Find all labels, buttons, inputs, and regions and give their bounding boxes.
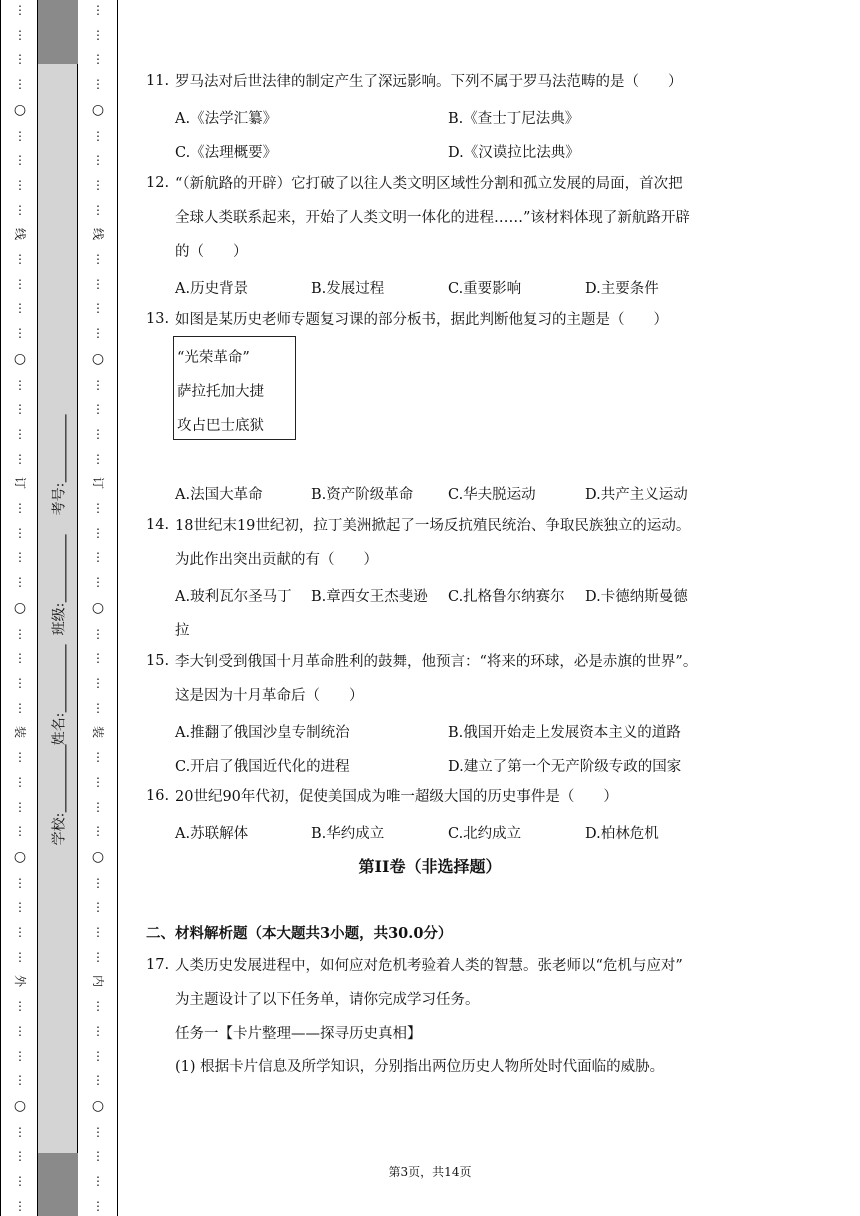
inner-dot: ⋮ — [92, 501, 104, 516]
outer-dot: ⋮ — [14, 1124, 26, 1139]
outer-circle: ○ — [13, 350, 27, 367]
outer-dot: ⋮ — [14, 999, 26, 1014]
outer-dot: ⋮ — [14, 276, 26, 291]
inner-circle: ○ — [91, 848, 105, 865]
inner-dot: ⋮ — [92, 1174, 104, 1189]
question-11-option-a: A.《法学汇纂》 — [175, 111, 278, 127]
outer-dot: ⋮ — [14, 377, 26, 392]
inner-dot: ⋮ — [92, 1149, 104, 1164]
board-line-1: “光荣革命” — [177, 350, 250, 366]
question-14-stem-line-2: 为此作出突出贡献的有（ ） — [175, 552, 378, 568]
inner-circle: ○ — [91, 101, 105, 118]
inner-dot: ⋮ — [92, 824, 104, 839]
inner-dot: ⋮ — [92, 550, 104, 565]
question-12-option-c: C.重要影响 — [448, 281, 522, 297]
question-12-number: 12. — [146, 175, 170, 191]
inner-dot: ⋮ — [92, 525, 104, 540]
inner-dot: ⋮ — [92, 77, 104, 92]
outer-dot: ⋮ — [14, 202, 26, 217]
question-16-option-b: B.华约成立 — [311, 826, 385, 842]
question-15-option-c: C.开启了俄国近代化的进程 — [175, 759, 350, 775]
exam-number-label: 考号: — [51, 482, 67, 516]
outer-dot: ⋮ — [14, 501, 26, 516]
question-14-option-b: B.章西女王杰斐逊 — [311, 589, 428, 605]
question-12-stem-line-1: “（新航路的开辟）它打破了以往人类文明区域性分割和孤立发展的局面，首次把 — [175, 176, 683, 192]
inner-mark: 订 — [90, 477, 105, 490]
inner-dot: ⋮ — [92, 128, 104, 143]
question-12-option-a: A.历史背景 — [175, 281, 249, 297]
page-footer: 第3页，共14页 — [388, 1165, 472, 1179]
question-14-option-d: D.卡德纳斯曼德 — [585, 589, 688, 605]
question-12-option-b: B.发展过程 — [311, 281, 385, 297]
outer-dot: ⋮ — [14, 550, 26, 565]
question-11-option-c: C.《法理概要》 — [175, 145, 278, 161]
question-17-stem-line-1: 人类历史发展进程中，如何应对危机考验着人类的智慧。张老师以“危机与应对” — [175, 958, 683, 974]
outer-circle: ○ — [13, 848, 27, 865]
outer-dot: ⋮ — [14, 1174, 26, 1189]
inner-dot: ⋮ — [92, 1023, 104, 1038]
outer-dot: ⋮ — [14, 750, 26, 765]
inner-dot: ⋮ — [92, 27, 104, 42]
outer-dot: ⋮ — [14, 700, 26, 715]
school-label: 学校: — [51, 812, 67, 846]
inner-dot: ⋮ — [92, 651, 104, 666]
outer-circle: ○ — [13, 599, 27, 616]
inner-mark: 装 — [90, 726, 105, 739]
question-13-option-b: B.资产阶级革命 — [311, 487, 414, 503]
inner-dot: ⋮ — [92, 1124, 104, 1139]
outer-dot: ⋮ — [14, 27, 26, 42]
question-12-stem-line-2: 全球人类联系起来，开始了人类文明一体化的进程……”该材料体现了新航路开辟 — [175, 210, 690, 226]
outer-dot: ⋮ — [14, 875, 26, 890]
blackboard-notes-box — [173, 336, 296, 440]
question-14-option-c: C.扎格鲁尔纳赛尔 — [448, 589, 565, 605]
question-11-option-b: B.《查士丁尼法典》 — [448, 111, 580, 127]
question-17-stem-line-2: 为主题设计了以下任务单，请你完成学习任务。 — [175, 992, 480, 1008]
inner-dot: ⋮ — [92, 52, 104, 67]
outer-dot: ⋮ — [14, 799, 26, 814]
question-15-stem-line-1: 李大钊受到俄国十月革命胜利的鼓舞，他预言：“将来的环球，必是赤旗的世界”。 — [175, 654, 698, 670]
inner-dot: ⋮ — [92, 626, 104, 641]
outer-dot: ⋮ — [14, 426, 26, 441]
inner-dot: ⋮ — [92, 999, 104, 1014]
inner-dot: ⋮ — [92, 153, 104, 168]
outer-dot: ⋮ — [14, 675, 26, 690]
outer-dot: ⋮ — [14, 3, 26, 17]
inner-dot: ⋮ — [92, 675, 104, 690]
inner-dot: ⋮ — [92, 949, 104, 964]
question-15-number: 15. — [146, 653, 170, 669]
outer-dot: ⋮ — [14, 949, 26, 964]
outer-dot: ⋮ — [14, 1023, 26, 1038]
question-11-number: 11. — [146, 73, 170, 89]
question-13-stem: 如图是某历史老师专题复习课的部分板书，据此判断他复习的主题是（ ） — [175, 312, 668, 328]
inner-dot: ⋮ — [92, 252, 104, 267]
inner-circle: ○ — [91, 1097, 105, 1114]
question-12-stem-line-3: 的（ ） — [175, 244, 248, 260]
question-15-option-d: D.建立了第一个无产阶级专政的国家 — [448, 759, 682, 775]
inner-dot: ⋮ — [92, 700, 104, 715]
inner-dot: ⋮ — [92, 377, 104, 392]
outer-dot: ⋮ — [14, 451, 26, 466]
outer-dot: ⋮ — [14, 1073, 26, 1088]
question-14-stem-line-1: 18世纪末19世纪初，拉丁美洲掀起了一场反抗殖民统治、争取民族独立的运动。 — [175, 518, 691, 534]
inner-dot: ⋮ — [92, 750, 104, 765]
inner-dot: ⋮ — [92, 774, 104, 789]
inner-dot: ⋮ — [92, 202, 104, 217]
outer-dot: ⋮ — [14, 1149, 26, 1164]
question-14-number: 14. — [146, 517, 170, 533]
outer-dot: ⋮ — [14, 77, 26, 92]
outer-dot: ⋮ — [14, 1198, 26, 1213]
outer-dot: ⋮ — [14, 402, 26, 417]
inner-dot: ⋮ — [92, 177, 104, 192]
outer-dot: ⋮ — [14, 925, 26, 940]
question-16-stem: 20世纪90年代初，促使美国成为唯一超级大国的历史事件是（ ） — [175, 789, 618, 805]
outer-mark: 外 — [12, 975, 27, 988]
outer-dot: ⋮ — [14, 626, 26, 641]
outer-dot: ⋮ — [14, 774, 26, 789]
question-17-subquestion-1: (1) 根据卡片信息及所学知识，分别指出两位历史人物所处时代面临的威胁。 — [175, 1059, 665, 1075]
question-17-task-1: 任务一【卡片整理——探寻历史真相】 — [175, 1026, 422, 1042]
inner-dot: ⋮ — [92, 3, 104, 17]
question-16-option-d: D.柏林危机 — [585, 826, 659, 842]
outer-dot: ⋮ — [14, 326, 26, 341]
outer-dot: ⋮ — [14, 824, 26, 839]
outer-circle: ○ — [13, 1097, 27, 1114]
inner-dot: ⋮ — [92, 451, 104, 466]
outer-mark: 订 — [12, 477, 27, 490]
outer-mark: 装 — [12, 726, 27, 739]
question-16-number: 16. — [146, 788, 170, 804]
inner-dot: ⋮ — [92, 1073, 104, 1088]
board-line-3: 攻占巴士底狱 — [177, 418, 264, 434]
part-2-title: 第II卷（非选择题） — [358, 857, 502, 876]
question-16-option-c: C.北约成立 — [448, 826, 522, 842]
question-11-stem: 罗马法对后世法律的制定产生了深远影响。下列不属于罗马法范畴的是（ ） — [175, 74, 683, 90]
inner-dot: ⋮ — [92, 575, 104, 590]
question-13-option-a: A.法国大革命 — [175, 487, 263, 503]
inner-circle: ○ — [91, 350, 105, 367]
question-15-option-b: B.俄国开始走上发展资本主义的道路 — [448, 725, 681, 741]
question-14-option-a: A.玻利瓦尔圣马丁 — [175, 589, 292, 605]
class-label: 班级: — [51, 602, 67, 636]
question-15-option-a: A.推翻了俄国沙皇专制统治 — [175, 725, 350, 741]
inner-dot: ⋮ — [92, 875, 104, 890]
outer-dot: ⋮ — [14, 651, 26, 666]
inner-dot: ⋮ — [92, 402, 104, 417]
inner-dot: ⋮ — [92, 799, 104, 814]
inner-mark: 内 — [90, 975, 105, 988]
outer-mark: 线 — [12, 228, 27, 241]
outer-dot: ⋮ — [14, 525, 26, 540]
inner-dot: ⋮ — [92, 900, 104, 915]
outer-dot: ⋮ — [14, 900, 26, 915]
outer-dot: ⋮ — [14, 128, 26, 143]
outer-dot: ⋮ — [14, 153, 26, 168]
question-17-number: 17. — [146, 957, 170, 973]
name-label: 姓名: — [51, 712, 67, 746]
outer-dot: ⋮ — [14, 252, 26, 267]
outer-circle: ○ — [13, 101, 27, 118]
inner-circle: ○ — [91, 599, 105, 616]
inner-dot: ⋮ — [92, 1048, 104, 1063]
inner-mark: 线 — [90, 228, 105, 241]
outer-dot: ⋮ — [14, 52, 26, 67]
question-14-option-d-wrap: 拉 — [175, 623, 190, 639]
inner-dot: ⋮ — [92, 276, 104, 291]
question-13-option-d: D.共产主义运动 — [585, 487, 688, 503]
outer-dot: ⋮ — [14, 177, 26, 192]
inner-dot: ⋮ — [92, 925, 104, 940]
outer-dot: ⋮ — [14, 575, 26, 590]
question-16-option-a: A.苏联解体 — [175, 826, 249, 842]
board-line-2: 萨拉托加大捷 — [177, 384, 264, 400]
section-2-heading: 二、材料解析题（本大题共3小题，共30.0分） — [146, 925, 453, 942]
question-13-option-c: C.华夫脱运动 — [448, 487, 536, 503]
outer-dot: ⋮ — [14, 1048, 26, 1063]
inner-dot: ⋮ — [92, 1198, 104, 1213]
inner-dot: ⋮ — [92, 426, 104, 441]
outer-dot: ⋮ — [14, 301, 26, 316]
inner-dot: ⋮ — [92, 301, 104, 316]
question-11-option-d: D.《汉谟拉比法典》 — [448, 145, 580, 161]
inner-dot: ⋮ — [92, 326, 104, 341]
question-15-stem-line-2: 这是因为十月革命后（ ） — [175, 688, 364, 704]
question-13-number: 13. — [146, 311, 170, 327]
question-12-option-d: D.主要条件 — [585, 281, 659, 297]
